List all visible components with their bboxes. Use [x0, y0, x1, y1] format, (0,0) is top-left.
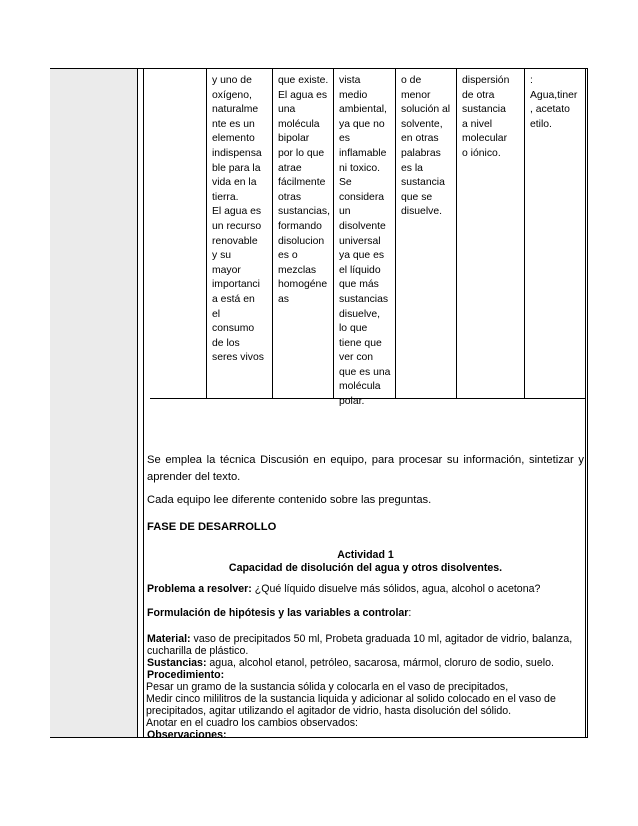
cell-text-line: as — [278, 293, 289, 305]
table-cell — [206, 69, 272, 399]
cell-text-line: seres vivos — [212, 352, 264, 364]
cell-text-line: consumo — [212, 323, 255, 335]
cell-text-line: ble para la — [212, 162, 261, 174]
cell-text-line: y su — [212, 250, 232, 262]
cell-text-line: lo que — [339, 323, 368, 335]
cell-text-line: importanci — [212, 279, 260, 291]
cell-text-line: formando — [278, 220, 322, 232]
cell-text-line: indispensa — [212, 147, 262, 159]
cell-text-line: sustancias, — [278, 206, 330, 218]
cell-text-line: mayor — [212, 264, 241, 276]
cell-text-line: molecular — [462, 133, 508, 145]
cell-text-line: , acetato — [530, 104, 570, 116]
cell-text-line: ver con — [339, 352, 374, 364]
table-cell — [524, 69, 585, 399]
problem-label: Problema a resolver: — [147, 583, 252, 595]
table-cell — [456, 69, 524, 399]
cell-text-line: etilo. — [530, 118, 552, 130]
procedure-label: Procedimiento: — [147, 669, 225, 681]
information-table — [150, 69, 585, 408]
cell-text-line: ambiental, — [339, 104, 387, 116]
activity-title: Capacidad de disolución del agua y otros disolventes. — [228, 562, 503, 574]
cell-text-line: Se — [339, 177, 352, 189]
procedure-step-2: Medir cinco mililitros de la sustancia liquida y adicionar al solido colocado en el vaso de — [146, 693, 556, 705]
material-text: vaso de precipitados 50 ml, Probeta graduada 10 ml, agitador de vidrio, balanza, — [190, 633, 573, 645]
hypothesis-suffix: : — [408, 607, 412, 619]
cell-text-line: disolucion — [278, 235, 325, 247]
substances-text: agua, alcohol etanol, petróleo, sacarosa, mármol, cloruro de sodio, suelo. — [206, 657, 554, 669]
cell-text-line: elemento — [212, 133, 255, 145]
cell-text-line: : — [530, 75, 533, 86]
cell-text-line: El agua es — [212, 206, 262, 218]
cell-text-line: molécula — [339, 381, 381, 393]
cell-text-line: a está en — [212, 293, 255, 305]
cell-text-line: el líquido — [339, 264, 381, 276]
problem-line — [147, 583, 540, 595]
cell-text-line: que es una — [339, 366, 391, 378]
cell-text-line: solvente, — [401, 118, 443, 130]
cell-text-line: fácilmente — [278, 177, 326, 189]
cell-text-line: polar. — [339, 396, 365, 408]
cell-text-line: disolvente — [339, 220, 386, 232]
cell-text-line: de otra — [462, 89, 495, 101]
cell-text-line: tiene que — [339, 337, 382, 349]
cell-text-line: un recurso — [212, 220, 262, 232]
cell-text-line: sustancias — [339, 293, 389, 305]
cell-text-line: bipolar — [278, 133, 310, 145]
cell-text-line: un — [339, 206, 351, 218]
cell-text-line: ni toxico. — [339, 162, 381, 174]
cell-text-line: a nivel — [462, 118, 493, 130]
table-cell — [272, 69, 333, 399]
cell-text-line: naturalme — [212, 104, 259, 116]
cell-text-line: que se — [401, 191, 433, 203]
cell-text-line: que más — [339, 279, 379, 291]
cell-text-line: disuelve, — [339, 308, 381, 320]
cell-text-line: tierra. — [212, 191, 239, 203]
procedure-step-4: Anotar en el cuadro los cambios observados: — [146, 717, 358, 729]
cell-text-line: homogéne — [278, 279, 328, 291]
cell-text-line: dispersión — [462, 75, 510, 86]
cell-text-line: disuelve. — [401, 206, 443, 218]
cell-text-line: ya que es — [339, 250, 385, 262]
left-shaded-column — [50, 69, 138, 737]
activity-number: Actividad 1 — [337, 549, 394, 561]
cell-text-line: o de — [401, 75, 422, 86]
cell-text-line: ya que no — [339, 118, 385, 130]
observations-label: Observaciones: — [147, 729, 227, 741]
hypothesis-label: Formulación de hipótesis y las variables a controlar — [147, 607, 409, 619]
table-cell — [333, 69, 395, 408]
cell-text-line: que existe. — [278, 75, 329, 86]
cell-text-line: menor — [401, 89, 431, 101]
cell-text-line: El agua es — [278, 89, 328, 101]
cell-text-line: mezclas — [278, 264, 317, 276]
cell-text-line: otras — [278, 191, 302, 203]
cell-text-line: es la — [401, 162, 423, 174]
procedure-step-3: precipitados, agitar utilizando el agitador de vidrio, hasta disolución del sólido. — [146, 705, 512, 717]
cell-text-line: molécula — [278, 118, 320, 130]
cell-text-line: renovable — [212, 235, 258, 247]
material-line-2: cucharilla de plástico. — [147, 645, 249, 657]
cell-text-line: nte es un — [212, 118, 255, 130]
table-cell — [395, 69, 456, 399]
substances-line — [147, 657, 554, 669]
substances-label: Sustancias: — [147, 657, 207, 669]
cell-text-line: solución al — [401, 104, 451, 116]
cell-text-line: Agua,tiner — [530, 89, 578, 101]
cell-text-line: sustancia — [462, 104, 506, 116]
cell-text-line: inflamable — [339, 147, 387, 159]
cell-text-line: o iónico. — [462, 147, 501, 159]
cell-text-line: vista — [339, 75, 361, 86]
procedure-step-1: Pesar un gramo de la sustancia sólida y colocarla en el vaso de precipitados, — [146, 681, 509, 693]
cell-text-line: medio — [339, 89, 368, 101]
cell-text-line: universal — [339, 235, 381, 247]
material-label: Material: — [147, 633, 191, 645]
team-instruction: Cada equipo lee diferente contenido sobre las preguntas. — [147, 494, 432, 506]
cell-text-line: atrae — [278, 162, 302, 174]
cell-text-line: de los — [212, 337, 240, 349]
problem-text: ¿Qué líquido disuelve más sólidos, agua, alcohol o acetona? — [251, 583, 541, 595]
cell-text-line: es — [339, 133, 350, 145]
cell-text-line: oxígeno, — [212, 89, 252, 101]
cell-text-line: sustancia — [401, 177, 445, 189]
phase-heading: FASE DE DESARROLLO — [147, 521, 277, 533]
cell-text-line: considera — [339, 191, 385, 203]
cell-text-line: una — [278, 104, 296, 116]
cell-text-line: el — [212, 308, 221, 320]
cell-text-line: es o — [278, 250, 298, 262]
material-line — [147, 633, 572, 645]
hypothesis-line — [147, 607, 411, 619]
cell-text-line: palabras — [401, 147, 441, 159]
cell-text-line: por lo que — [278, 147, 325, 159]
cell-text-line: vida en la — [212, 177, 257, 189]
cell-text-line: en otras — [401, 133, 439, 145]
cell-text-line: y uno de — [212, 75, 252, 86]
intro-paragraph: Se emplea la técnica Discusión en equipo, para procesar su información, sintetizar y aprender del texto. — [147, 454, 584, 483]
